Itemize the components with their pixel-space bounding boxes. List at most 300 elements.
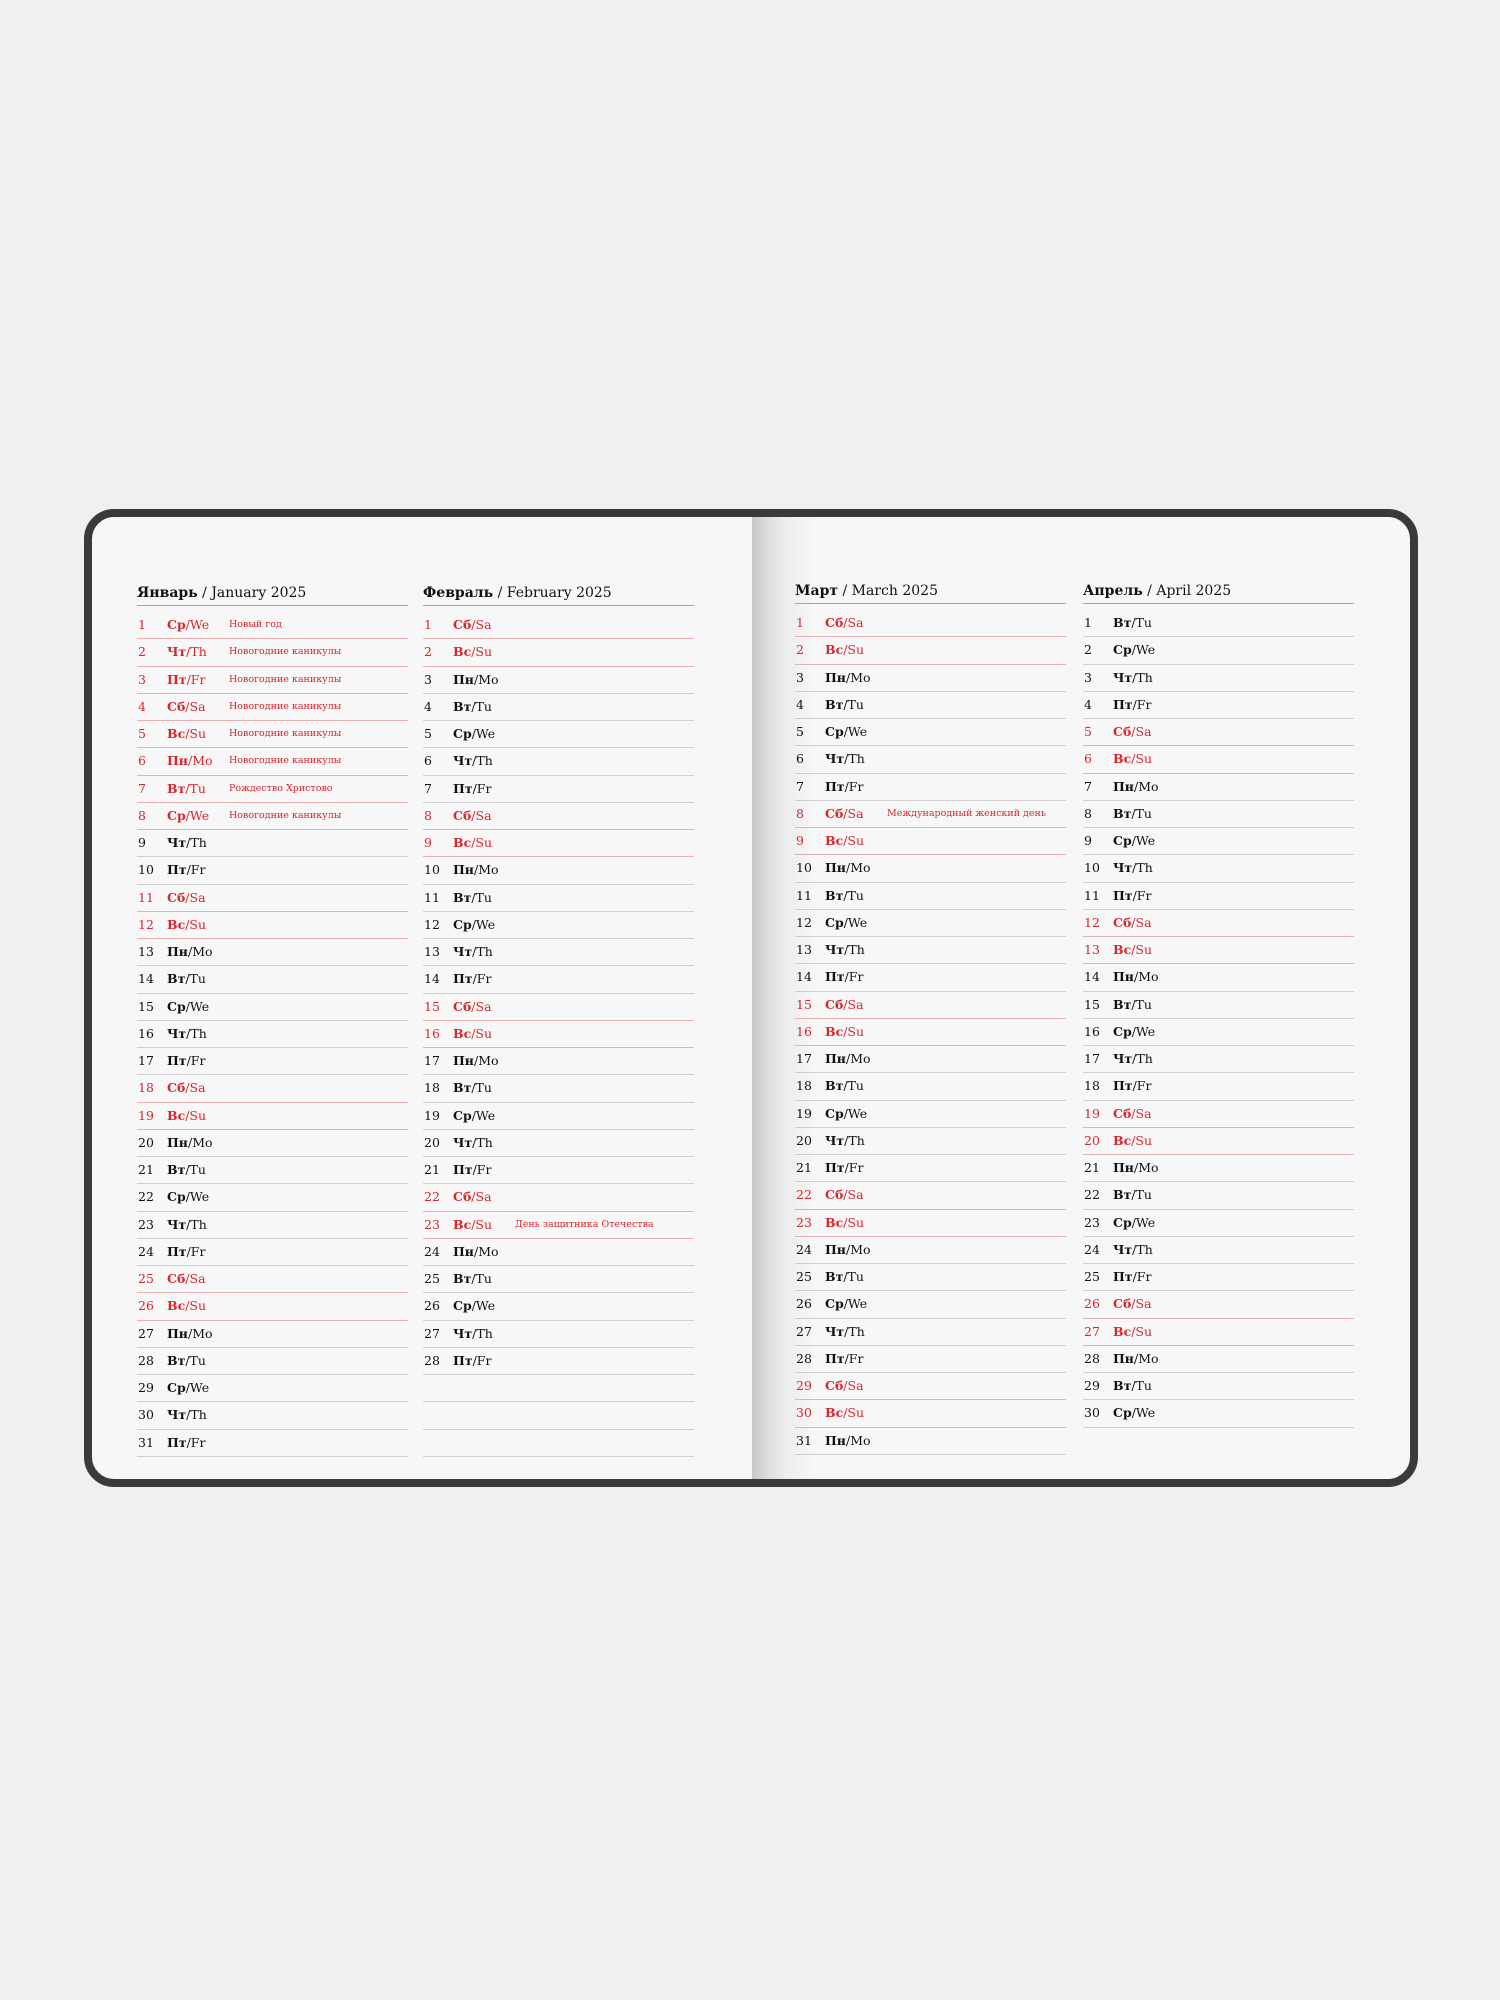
weekday-en: Tu xyxy=(475,1271,492,1286)
weekday-separator: / xyxy=(471,1189,476,1205)
weekday-en: We xyxy=(1135,642,1156,658)
weekday-ru: Чт xyxy=(453,1134,473,1150)
weekday-en: Th xyxy=(476,753,493,769)
day-row xyxy=(795,1182,1066,1209)
weekday-en: We xyxy=(1135,833,1156,848)
weekday-ru: Пн xyxy=(167,1134,188,1150)
weekday-separator: / xyxy=(185,889,190,905)
day-number: 23 xyxy=(796,1214,812,1230)
month-title-en: April 2025 xyxy=(1156,583,1232,599)
weekday-ru: Пн xyxy=(453,862,474,878)
weekday xyxy=(825,610,864,636)
weekday-separator: / xyxy=(1131,1214,1136,1230)
day-row xyxy=(795,910,1066,937)
weekday-ru: Ср xyxy=(1113,1023,1132,1039)
day-number: 13 xyxy=(796,942,812,957)
weekday xyxy=(1113,1101,1152,1127)
weekday xyxy=(167,1239,205,1265)
weekday-separator: / xyxy=(843,805,848,821)
day-number: 25 xyxy=(424,1271,440,1286)
weekday xyxy=(825,637,864,663)
weekday-en: Mo xyxy=(850,1241,871,1257)
weekday-en: Su xyxy=(189,916,207,932)
weekday-en: Mo xyxy=(1138,969,1159,985)
weekday-ru: Пт xyxy=(825,778,845,794)
weekday xyxy=(167,694,206,720)
weekday-en: Sa xyxy=(475,807,492,823)
weekday xyxy=(1113,964,1159,990)
weekday xyxy=(1113,1264,1151,1290)
day-number: 4 xyxy=(424,698,432,714)
weekday-separator: / xyxy=(843,696,848,712)
weekday-separator: / xyxy=(185,726,190,741)
weekday xyxy=(825,1373,864,1399)
weekday-en: We xyxy=(189,1380,210,1395)
day-row xyxy=(423,939,694,966)
day-number: 17 xyxy=(424,1053,440,1068)
weekday xyxy=(825,992,864,1018)
month-title-en: March 2025 xyxy=(851,583,938,599)
weekday-en: Mo xyxy=(850,1051,871,1066)
weekday-separator: / xyxy=(186,1407,191,1423)
weekday-en: Th xyxy=(190,835,207,850)
weekday xyxy=(825,665,871,691)
weekday-separator: / xyxy=(1131,751,1136,767)
weekday-ru: Пт xyxy=(453,1352,473,1368)
day-list xyxy=(795,610,1066,1455)
weekday xyxy=(167,966,206,992)
weekday-separator: / xyxy=(471,1080,476,1096)
weekday xyxy=(453,1103,495,1129)
weekday xyxy=(453,1075,492,1101)
day-row xyxy=(1083,1073,1354,1100)
day-row xyxy=(1083,1155,1354,1182)
weekday-en: Sa xyxy=(847,1378,864,1393)
day-number: 16 xyxy=(138,1025,154,1041)
weekday-separator: / xyxy=(1132,696,1137,712)
day-row xyxy=(1083,665,1354,692)
weekday-en: Su xyxy=(847,1023,865,1039)
weekday-ru: Вт xyxy=(167,1352,186,1368)
holiday-note: Новогодние каникулы xyxy=(229,700,342,712)
day-row xyxy=(423,803,694,830)
weekday-ru: Сб xyxy=(167,889,186,905)
weekday xyxy=(453,612,492,638)
weekday-separator: / xyxy=(471,1216,476,1232)
weekday-ru: Вс xyxy=(825,1214,844,1230)
weekday-separator: / xyxy=(471,644,476,660)
weekday-en: Th xyxy=(848,942,865,957)
weekday-en: Su xyxy=(1135,942,1153,957)
weekday-separator: / xyxy=(1131,942,1136,957)
weekday-ru: Вс xyxy=(825,1023,844,1039)
month-title-en: January 2025 xyxy=(211,585,307,601)
day-number: 3 xyxy=(424,671,432,687)
weekday-ru: Сб xyxy=(167,1271,186,1286)
weekday-separator: / xyxy=(1132,669,1137,685)
weekday-separator: / xyxy=(1132,860,1137,876)
weekday xyxy=(825,692,864,718)
weekday-ru: Ср xyxy=(453,1107,472,1123)
day-number: 7 xyxy=(424,780,432,796)
weekday-ru: Вс xyxy=(1113,1323,1132,1339)
day-number: 17 xyxy=(138,1053,154,1068)
day-number: 27 xyxy=(1084,1323,1100,1339)
day-number: 21 xyxy=(1084,1160,1100,1175)
weekday-separator: / xyxy=(471,998,476,1014)
weekday-separator: / xyxy=(1131,1296,1136,1312)
day-number: 28 xyxy=(1084,1350,1100,1366)
weekday-en: Su xyxy=(1135,1323,1153,1339)
weekday xyxy=(1113,1319,1152,1345)
day-number: 26 xyxy=(424,1298,440,1314)
weekday xyxy=(167,1048,205,1074)
weekday-ru: Вт xyxy=(453,1080,472,1096)
day-row xyxy=(1083,1373,1354,1400)
day-row xyxy=(1083,1210,1354,1237)
day-number: 8 xyxy=(1084,805,1092,821)
day-row xyxy=(423,748,694,775)
month-title-separator: / xyxy=(838,583,852,599)
weekday xyxy=(1113,801,1152,827)
weekday-separator: / xyxy=(471,698,476,714)
weekday-en: Th xyxy=(1136,860,1153,876)
weekday-separator: / xyxy=(1131,805,1136,821)
day-number: 21 xyxy=(796,1160,812,1175)
day-number: 2 xyxy=(424,644,432,660)
day-row xyxy=(1083,1182,1354,1209)
weekday xyxy=(825,883,864,909)
weekday-separator: / xyxy=(472,1325,477,1341)
weekday-ru: Вт xyxy=(453,698,472,714)
day-number: 2 xyxy=(1084,642,1092,658)
weekday-en: Mo xyxy=(478,1053,499,1068)
weekday-en: Sa xyxy=(847,1187,864,1203)
weekday-ru: Пн xyxy=(1113,1350,1134,1366)
day-number: 1 xyxy=(796,615,804,630)
day-row xyxy=(137,885,408,912)
weekday-ru: Вт xyxy=(453,889,472,905)
day-number: 9 xyxy=(796,833,804,848)
day-row xyxy=(1083,1101,1354,1128)
weekday-ru: Ср xyxy=(825,1105,844,1121)
day-row xyxy=(137,1348,408,1375)
day-row xyxy=(1083,828,1354,855)
weekday-separator: / xyxy=(843,1214,848,1230)
weekday xyxy=(453,1293,495,1319)
weekday-separator: / xyxy=(1132,1269,1137,1284)
day-row xyxy=(795,1155,1066,1182)
day-number: 20 xyxy=(424,1134,440,1150)
weekday-en: Sa xyxy=(189,1080,206,1096)
weekday-separator: / xyxy=(472,780,477,796)
weekday-separator: / xyxy=(843,724,848,739)
month-title xyxy=(1083,579,1354,604)
weekday-separator: / xyxy=(1133,778,1139,794)
day-number: 2 xyxy=(796,642,804,658)
weekday-ru: Сб xyxy=(453,807,472,823)
day-row xyxy=(423,1266,694,1293)
holiday-note: Новогодние каникулы xyxy=(229,809,342,821)
weekday xyxy=(825,1019,864,1045)
weekday-en: Tu xyxy=(1135,996,1152,1012)
weekday-separator: / xyxy=(185,1298,190,1314)
weekday-ru: Вс xyxy=(453,835,472,850)
weekday xyxy=(167,994,209,1020)
weekday-ru: Пт xyxy=(453,1162,473,1177)
weekday-en: Sa xyxy=(847,996,864,1012)
weekday-en: Fr xyxy=(848,1160,864,1175)
day-row xyxy=(423,1375,694,1402)
weekday xyxy=(453,939,493,965)
day-row xyxy=(795,719,1066,746)
weekday xyxy=(1113,1073,1151,1099)
weekday xyxy=(167,1293,206,1319)
day-row xyxy=(137,912,408,939)
day-number: 25 xyxy=(1084,1269,1100,1284)
day-row xyxy=(795,1128,1066,1155)
weekday xyxy=(825,1073,864,1099)
weekday-ru: Вс xyxy=(1113,1132,1132,1148)
weekday xyxy=(1113,937,1152,963)
day-number: 16 xyxy=(1084,1023,1100,1039)
weekday xyxy=(167,1375,209,1401)
day-number: 9 xyxy=(1084,833,1092,848)
day-number: 8 xyxy=(138,807,146,823)
day-number: 26 xyxy=(796,1296,812,1312)
weekday-en: Su xyxy=(847,642,865,658)
weekday-en: Sa xyxy=(1135,1296,1152,1312)
weekday xyxy=(453,721,495,747)
weekday-en: Fr xyxy=(1136,1269,1152,1284)
weekday-ru: Пт xyxy=(453,780,473,796)
weekday-en: Fr xyxy=(848,1350,864,1366)
weekday-separator: / xyxy=(844,1160,849,1175)
weekday-en: Fr xyxy=(190,1053,206,1068)
weekday-ru: Пн xyxy=(167,1325,188,1341)
month-april xyxy=(1083,579,1354,1428)
weekday xyxy=(453,1184,492,1210)
weekday-ru: Вт xyxy=(1113,1187,1132,1203)
day-row xyxy=(423,639,694,666)
weekday xyxy=(453,1048,499,1074)
weekday-separator: / xyxy=(843,887,848,903)
weekday-separator: / xyxy=(845,1241,851,1257)
weekday-separator: / xyxy=(843,1269,848,1284)
day-number: 8 xyxy=(424,807,432,823)
weekday-en: Fr xyxy=(1136,887,1152,903)
day-number: 8 xyxy=(796,805,804,821)
weekday xyxy=(167,612,209,638)
month-title xyxy=(137,581,408,606)
weekday-en: Th xyxy=(1136,1051,1153,1066)
weekday-separator: / xyxy=(844,751,849,767)
day-row xyxy=(423,667,694,694)
day-row xyxy=(137,776,408,803)
weekday-en: Mo xyxy=(192,1134,213,1150)
day-row xyxy=(795,1019,1066,1046)
weekday-ru: Вт xyxy=(453,1271,472,1286)
day-number: 20 xyxy=(138,1134,154,1150)
day-row xyxy=(137,1375,408,1402)
day-row xyxy=(1083,774,1354,801)
weekday-en: Sa xyxy=(847,805,864,821)
weekday xyxy=(825,719,867,745)
weekday-separator: / xyxy=(845,669,851,685)
day-number: 5 xyxy=(796,724,804,739)
day-row xyxy=(423,1402,694,1429)
weekday xyxy=(825,1155,863,1181)
weekday xyxy=(453,748,493,774)
day-number: 6 xyxy=(796,751,804,767)
weekday-en: Su xyxy=(189,1298,207,1314)
day-number: 31 xyxy=(138,1434,154,1450)
day-number: 18 xyxy=(796,1078,812,1094)
weekday-separator: / xyxy=(186,1243,191,1259)
weekday-ru: Ср xyxy=(1113,642,1132,658)
weekday xyxy=(167,776,206,802)
weekday-en: Sa xyxy=(189,698,206,714)
weekday-ru: Пн xyxy=(1113,778,1134,794)
weekday-separator: / xyxy=(186,835,191,850)
weekday-ru: Чт xyxy=(167,1216,187,1232)
day-row xyxy=(423,1075,694,1102)
weekday xyxy=(167,667,205,693)
weekday-ru: Чт xyxy=(453,1325,473,1341)
weekday-separator: / xyxy=(185,1107,190,1123)
day-number: 13 xyxy=(1084,942,1100,957)
weekday-en: Sa xyxy=(189,889,206,905)
weekday xyxy=(167,1266,206,1292)
day-number: 15 xyxy=(138,998,154,1014)
weekday-ru: Вс xyxy=(825,1405,844,1421)
weekday xyxy=(167,1184,209,1210)
weekday-en: Su xyxy=(475,1025,493,1041)
weekday-en: Sa xyxy=(847,615,864,630)
weekday-ru: Ср xyxy=(167,617,186,632)
weekday-separator: / xyxy=(472,1352,477,1368)
weekday-en: Mo xyxy=(478,671,499,687)
weekday-separator: / xyxy=(473,1243,479,1259)
day-row xyxy=(795,828,1066,855)
weekday-separator: / xyxy=(843,615,848,630)
day-row xyxy=(423,1021,694,1048)
day-row xyxy=(1083,1128,1354,1155)
weekday xyxy=(825,1319,865,1345)
day-number: 10 xyxy=(796,860,812,876)
weekday-en: Th xyxy=(190,644,207,660)
day-row xyxy=(795,1319,1066,1346)
weekday-en: Th xyxy=(476,944,493,959)
weekday-ru: Вт xyxy=(167,780,186,796)
weekday-ru: Вс xyxy=(167,1298,186,1314)
weekday-ru: Вс xyxy=(1113,751,1132,767)
weekday-en: Tu xyxy=(847,696,864,712)
day-row xyxy=(1083,1046,1354,1073)
weekday-en: Mo xyxy=(850,669,871,685)
weekday-en: Fr xyxy=(1136,1078,1152,1094)
weekday-separator: / xyxy=(844,778,849,794)
day-row xyxy=(137,803,408,830)
weekday-en: Fr xyxy=(476,971,492,987)
day-row xyxy=(795,774,1066,801)
day-row xyxy=(1083,1319,1354,1346)
weekday xyxy=(167,1321,213,1347)
weekday-separator: / xyxy=(1131,642,1136,658)
holiday-note: День защитника Отечества xyxy=(515,1218,654,1230)
weekday xyxy=(453,1021,492,1047)
weekday-ru: Пн xyxy=(825,860,846,876)
weekday-ru: Пн xyxy=(167,753,188,769)
weekday-separator: / xyxy=(845,1051,851,1066)
weekday xyxy=(825,1101,867,1127)
weekday-separator: / xyxy=(473,1053,479,1068)
weekday-en: Th xyxy=(848,1132,865,1148)
day-number: 29 xyxy=(1084,1378,1100,1393)
day-row xyxy=(137,1075,408,1102)
weekday-separator: / xyxy=(472,944,477,959)
weekday-separator: / xyxy=(1131,996,1136,1012)
weekday-separator: / xyxy=(185,998,190,1014)
day-number: 6 xyxy=(424,753,432,769)
weekday xyxy=(453,1212,492,1238)
day-number: 29 xyxy=(796,1378,812,1393)
weekday xyxy=(1113,992,1152,1018)
weekday-ru: Пн xyxy=(1113,969,1134,985)
weekday-ru: Ср xyxy=(167,1380,186,1395)
weekday-en: Tu xyxy=(189,780,206,796)
weekday-en: Sa xyxy=(475,1189,492,1205)
day-row xyxy=(423,1348,694,1375)
weekday-en: Sa xyxy=(189,1271,206,1286)
weekday xyxy=(1113,610,1152,636)
day-row xyxy=(1083,1346,1354,1373)
day-row xyxy=(423,1212,694,1239)
weekday-ru: Пн xyxy=(453,671,474,687)
weekday-en: Th xyxy=(476,1134,493,1150)
day-row xyxy=(795,637,1066,664)
weekday-en: Tu xyxy=(847,1078,864,1094)
weekday xyxy=(825,937,865,963)
weekday xyxy=(453,830,492,856)
day-number: 31 xyxy=(796,1432,812,1448)
weekday-ru: Сб xyxy=(825,996,844,1012)
weekday xyxy=(825,1046,871,1072)
weekday xyxy=(825,774,863,800)
weekday-en: Fr xyxy=(476,1352,492,1368)
day-row xyxy=(423,1103,694,1130)
weekday-separator: / xyxy=(187,1325,193,1341)
weekday xyxy=(825,1264,864,1290)
day-row xyxy=(795,937,1066,964)
day-number: 19 xyxy=(1084,1105,1100,1121)
weekday xyxy=(167,1130,213,1156)
day-number: 3 xyxy=(138,671,146,687)
weekday-en: Su xyxy=(847,1405,865,1421)
weekday-separator: / xyxy=(472,1162,477,1177)
weekday-separator: / xyxy=(1131,724,1136,739)
weekday-ru: Вс xyxy=(167,916,186,932)
day-number: 19 xyxy=(138,1107,154,1123)
weekday xyxy=(453,857,499,883)
day-number: 14 xyxy=(796,969,812,985)
weekday-ru: Ср xyxy=(453,726,472,741)
day-number: 17 xyxy=(796,1051,812,1066)
weekday-separator: / xyxy=(473,671,479,687)
day-row xyxy=(795,801,1066,828)
weekday-separator: / xyxy=(1132,1078,1137,1094)
weekday-separator: / xyxy=(1131,615,1136,630)
